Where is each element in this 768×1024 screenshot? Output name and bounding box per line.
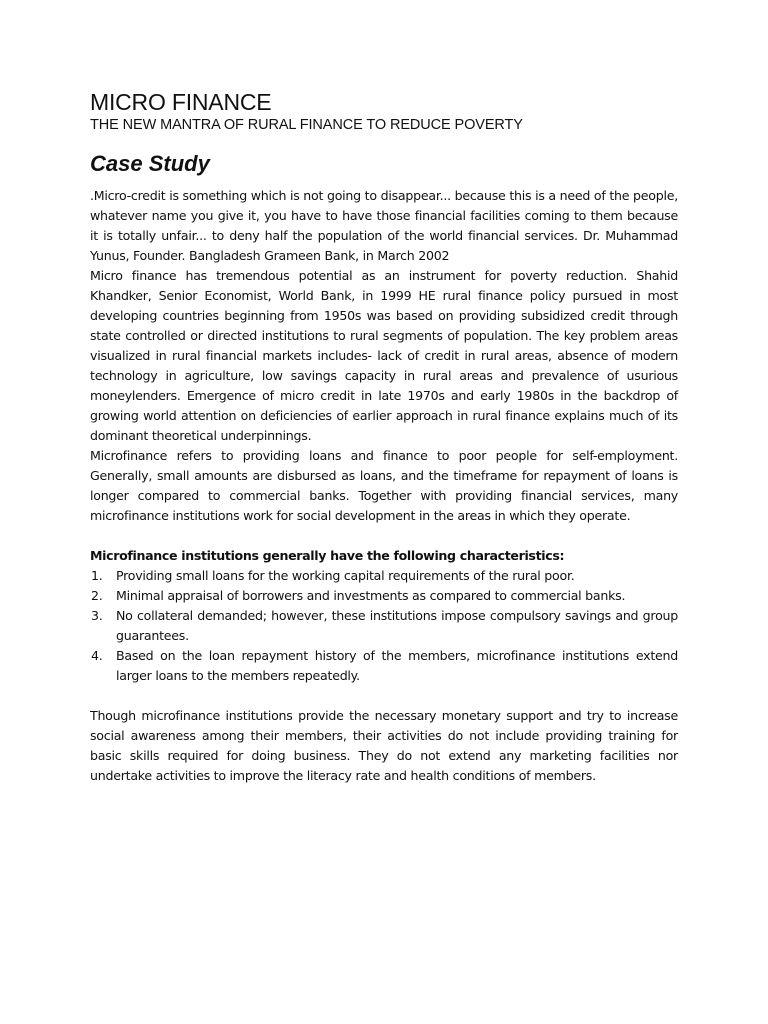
list-item-number: 2. (91, 588, 103, 603)
list-item (90, 566, 678, 586)
list-item (90, 646, 678, 686)
closing-paragraph: Though microfinance institutions provide the necessary monetary support and try to increase social awareness among their members, their activities do not include providing training for basic skills required for doing business. They do not extend any marketing facilities nor undertake activities to improve the literacy rate and health conditions of members. (90, 708, 678, 783)
list-item-text: Based on the loan repayment history of the members, microfinance institutions extend larger loans to the members repeatedly. (116, 648, 678, 683)
characteristics-heading: Microfinance institutions generally have the following characteristics: (90, 548, 565, 563)
paragraph-rural-finance: Micro finance has tremendous potential as an instrument for poverty reduction. Shahid Khandker, Senior Economist, World Bank, in 1999 HE rural finance policy pursued in most developing countries beginning from 1950s was based on providing subsidized credit through state controlled or directed institutions to rural segments of population. The key problem areas visualized in rural financial markets includes- lack of credit in rural areas, absence of modern technology in agriculture, low savings capacity in rural areas and prevalence of usurious moneylenders. Emergence of micro credit in late 1970s and early 1980s in the backdrop of growing world attention on deficiencies of earlier approach in rural finance explains much of its dominant theoretical underpinnings. (90, 268, 678, 443)
list-item-text: Providing small loans for the working capital requirements of the rural poor. (116, 568, 575, 583)
list-item-number: 4. (91, 648, 103, 663)
list-item-number: 1. (91, 568, 103, 583)
document-page (90, 88, 678, 786)
list-item (90, 586, 678, 606)
list-item (90, 606, 678, 646)
list-item-text: No collateral demanded; however, these institutions impose compulsory savings and group guarantees. (116, 608, 678, 643)
paragraph-microfinance-definition: Microfinance refers to providing loans and finance to poor people for self-employment. Generally, small amounts are disbursed as loans, and the timeframe for repayment of loans is longer compared to commercial banks. Together with providing financial services, many microfinance institutions work for social development in the areas in which they operate. (90, 448, 678, 523)
list-item-number: 3. (91, 608, 103, 623)
characteristics-list (90, 566, 678, 686)
list-item-text: Minimal appraisal of borrowers and investments as compared to commercial banks. (116, 588, 626, 603)
document-subtitle: THE NEW MANTRA OF RURAL FINANCE TO REDUCE POVERTY (90, 117, 523, 133)
document-title: MICRO FINANCE (90, 89, 272, 115)
section-heading: Case Study (90, 151, 210, 176)
paragraph-yunus-quote: .Micro-credit is something which is not going to disappear... because this is a need of the people, whatever name you give it, you have to have those financial facilities coming to them because it is totally unfair... to deny half the population of the world financial services. Dr. Muhammad Yunus, Founder. Bangladesh Grameen Bank, in March 2002 (90, 188, 678, 263)
